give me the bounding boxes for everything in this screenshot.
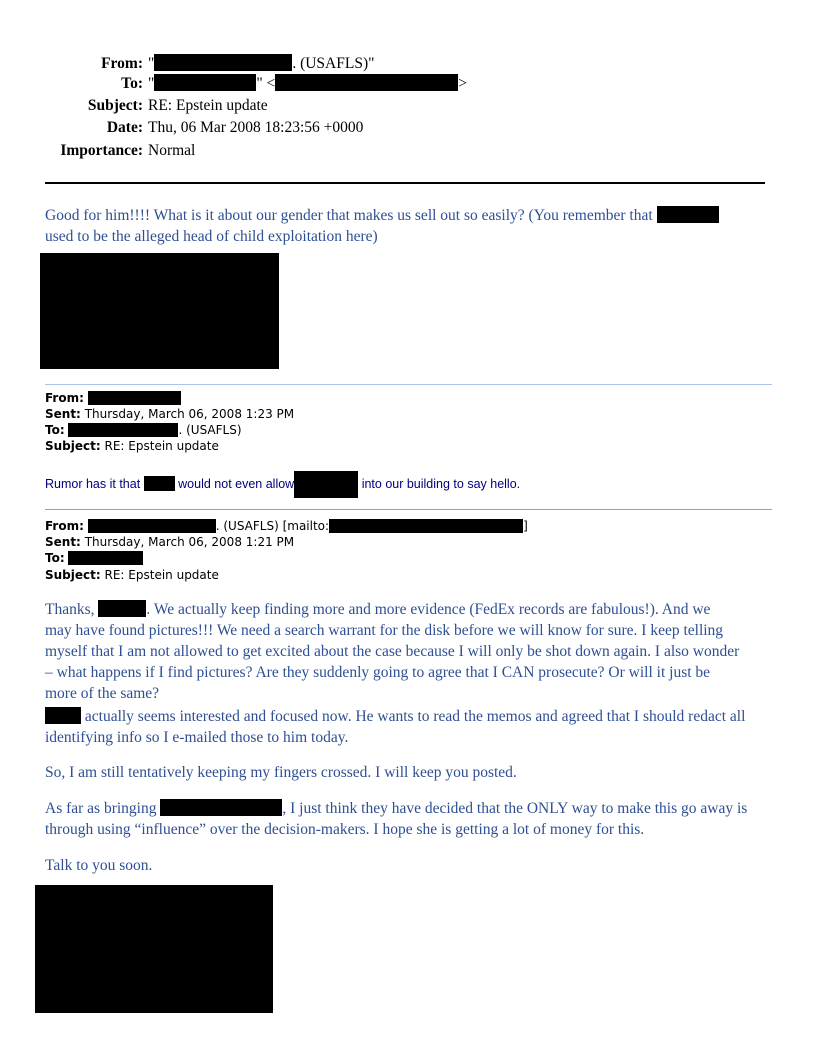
msg3-paragraph-3 — [45, 762, 775, 783]
msg2-body — [45, 471, 520, 498]
redaction-block — [154, 74, 256, 91]
msg2-from-label: From: — [45, 391, 84, 405]
msg3-p2-line1 — [45, 706, 775, 727]
msg2-sent-label: Sent: — [45, 407, 81, 421]
redaction-block — [657, 206, 719, 223]
redaction-block — [68, 423, 178, 437]
redaction-block — [294, 471, 358, 498]
header-to-end: > — [458, 75, 468, 92]
msg3-p1-b: . We actually keep finding more and more evidence (FedEx records are fabulous!). And we — [146, 601, 711, 618]
msg3-sent-value: Thursday, March 06, 2008 1:21 PM — [84, 535, 295, 549]
msg3-p1-a: Thanks, — [45, 601, 95, 618]
msg2-sent-value: Thursday, March 06, 2008 1:23 PM — [84, 407, 295, 421]
from-quote: " — [148, 55, 155, 72]
msg2-body-a: Rumor has it that — [45, 477, 141, 491]
redaction-block — [154, 54, 292, 71]
to-quote: " — [148, 75, 155, 92]
reply-line-1 — [45, 205, 775, 226]
msg3-p1-line2: may have found pictures!!! We need a search warrant for the disk before we will know for sure. I keep telling — [45, 622, 724, 639]
msg3-p5: Talk to you soon. — [45, 857, 153, 874]
signature-redaction — [35, 885, 273, 1013]
header-importance-label: Importance: — [60, 142, 143, 159]
header-from-value — [148, 54, 374, 74]
msg3-paragraph-5 — [45, 855, 775, 876]
msg3-p4-line2: through using “influence” over the decision-makers. I hope she is getting a lot of money for this. — [45, 821, 645, 838]
msg3-sent-row — [45, 534, 294, 550]
msg3-p2-a: actually seems interested and focused now. He wants to read the memos and agreed that I should redact all — [84, 708, 746, 725]
msg2-subject-row — [45, 438, 219, 454]
redaction-block — [88, 391, 181, 405]
msg2-subject-label: Subject: — [45, 439, 101, 453]
redaction-block — [88, 519, 216, 533]
msg3-subject-label: Subject: — [45, 568, 101, 582]
header-to-value — [148, 74, 467, 94]
msg3-from-value-a: . (USAFLS) [mailto: — [215, 519, 330, 533]
msg2-from-row — [45, 390, 181, 406]
msg2-subject-value: RE: Epstein update — [104, 439, 219, 453]
msg2-body-c: into our building to say hello. — [361, 477, 521, 491]
msg3-from-row — [45, 518, 528, 534]
header-subject-value: RE: Epstein update — [148, 97, 268, 114]
msg3-p4-a: As far as bringing — [45, 800, 157, 817]
header-from-label: From: — [101, 55, 143, 72]
redaction-block — [144, 476, 175, 491]
msg2-to-row — [45, 422, 242, 438]
header-date-value: Thu, 06 Mar 2008 18:23:56 +0000 — [148, 119, 364, 136]
msg2-to-value: . (USAFLS) — [178, 423, 242, 437]
redaction-block — [98, 600, 146, 617]
msg3-p1-line5: more of the same? — [45, 685, 160, 702]
msg3-subject-value: RE: Epstein update — [104, 568, 219, 582]
msg3-paragraph-2 — [45, 706, 775, 748]
msg3-p2-line2: identifying info so I e-mailed those to him today. — [45, 729, 349, 746]
msg3-to-label: To: — [45, 551, 65, 565]
header-divider — [45, 182, 765, 184]
msg3-sent-label: Sent: — [45, 535, 81, 549]
signature-redaction — [40, 253, 279, 369]
msg3-from-value-b: ] — [523, 519, 528, 533]
redaction-block — [329, 519, 523, 533]
msg2-body-b: would not even allow — [178, 477, 295, 491]
redaction-block — [275, 74, 458, 91]
header-subject-label: Subject: — [87, 97, 143, 114]
msg3-p1-line3: myself that I am not allowed to get excited about the case because I will only be shot down again. I also wonder — [45, 643, 740, 660]
header-to-label: To: — [121, 75, 143, 92]
message-divider — [45, 384, 772, 385]
header-importance-value: Normal — [148, 142, 196, 159]
msg3-p3: So, I am still tentatively keeping my fingers crossed. I will keep you posted. — [45, 764, 517, 781]
msg3-from-label: From: — [45, 519, 84, 533]
msg3-p4-b: , I just think they have decided that the ONLY way to make this go away is — [282, 800, 748, 817]
header-to-mid: " < — [256, 75, 276, 92]
msg3-paragraph-4 — [45, 798, 775, 840]
reply-body — [45, 205, 775, 247]
header-from-suffix: . (USAFLS)" — [292, 55, 375, 72]
msg3-subject-row — [45, 567, 219, 583]
msg2-sent-row — [45, 406, 294, 422]
msg3-paragraph-1 — [45, 599, 775, 704]
message-divider — [45, 509, 772, 510]
msg3-p4-line1 — [45, 798, 775, 819]
reply-line-1-text: Good for him!!!! What is it about our gender that makes us sell out so easily? (You remember that — [45, 207, 653, 224]
header-date-label: Date: — [106, 119, 143, 136]
redaction-block — [160, 799, 282, 816]
redaction-block — [68, 551, 143, 565]
msg2-to-label: To: — [45, 423, 65, 437]
msg3-p1-line4: – what happens if I find pictures? Are they suddenly going to agree that I CAN prosecute? Or will it just be — [45, 664, 711, 681]
redaction-block — [45, 707, 81, 724]
msg3-to-row — [45, 550, 143, 566]
msg3-p1-line1 — [45, 599, 775, 620]
reply-line-2: used to be the alleged head of child exploitation here) — [45, 228, 378, 245]
